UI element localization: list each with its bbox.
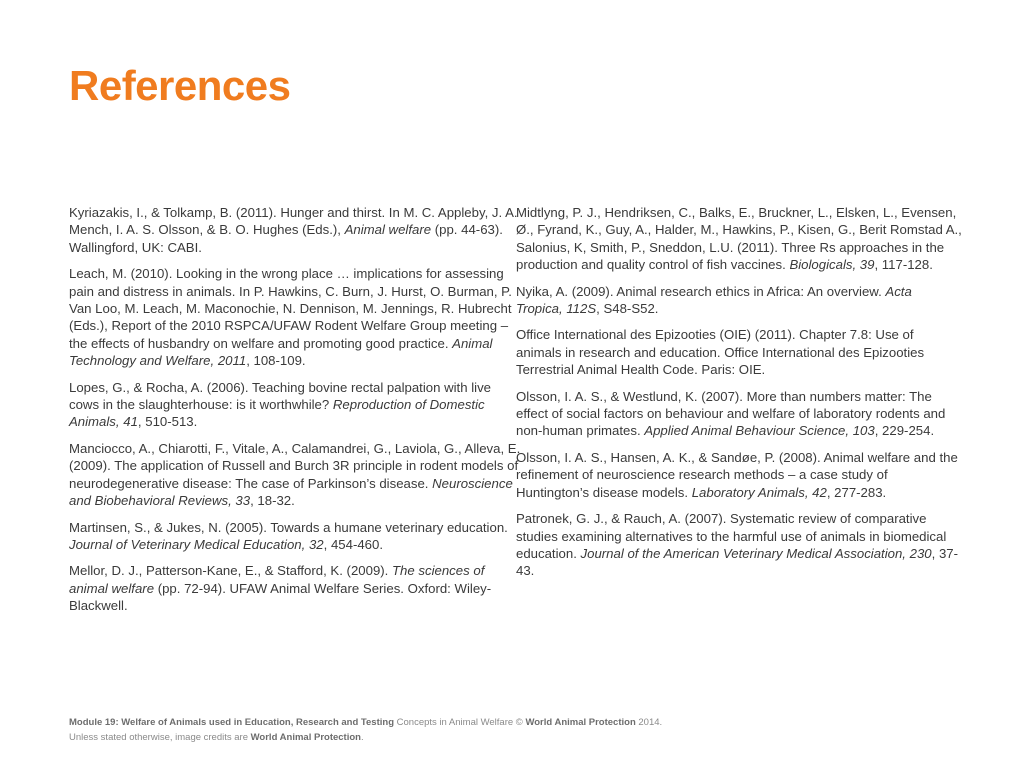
reference-entry: Leach, M. (2010). Looking in the wrong place … implications for assessing pain and distress in animals. In P. Hawkins, C. Burn, J. Hurst, O. Burman, P. Van Loo, M. Leach, M. Maconochie, N. Dennison, M. Jennings, R. Hubrecht (Eds.), Report of the 2010 RSPCA/UFAW Rodent Welfare Group meeting – the effects of husbandry on welfare and promoting good practice. Animal Technology and Welfare, 2011, 108-109. — [69, 266, 512, 369]
reference-entry: Midtlyng, P. J., Hendriksen, C., Balks, E., Bruckner, L., Elsken, L., Evensen, Ø., Fyrand, K., Guy, A., Halder, M., Hawkins, P., Kisen, G., Berit Romstad A., Salonius, K, Smith, P., Sneddon, L.U. (2011). Three Rs approaches in the production and quality control of fish vaccines. Biologicals, 39, 117-128. — [516, 205, 962, 273]
footer — [69, 715, 662, 745]
reference-entry: Manciocco, A., Chiarotti, F., Vitale, A., Calamandrei, G., Laviola, G., Alleva, E. (2009). The application of Russell and Burch 3R principle in rodent models of neurodegenerative disease: The case of Parkinson’s disease. Neuroscience and Biobehavioral Reviews, 33, 18-32. — [69, 440, 521, 509]
reference-entry: Mellor, D. J., Patterson-Kane, E., & Stafford, K. (2009). The sciences of animal welfare (pp. 72-94). UFAW Animal Welfare Series. Oxford: Wiley-Blackwell. — [69, 563, 492, 614]
reference-entry: Lopes, G., & Rocha, A. (2006). Teaching bovine rectal palpation with live cows in the slaughterhouse: is it worthwhile? Reproduction of Domestic Animals, 41, 510-513. — [69, 379, 492, 430]
references-right-column — [516, 204, 962, 589]
reference-entry: Martinsen, S., & Jukes, N. (2005). Towards a humane veterinary education. Journal of Veterinary Medical Education, 32, 454-460. — [69, 519, 508, 552]
reference-entry: Kyriazakis, I., & Tolkamp, B. (2011). Hunger and thirst. In M. C. Appleby, J. A. Mench, I. A. S. Olsson, & B. O. Hughes (Eds.), Animal welfare (pp. 44-63). Wallingford, UK: CABI. — [69, 205, 518, 255]
references-left-column — [69, 204, 521, 624]
reference-entry: Nyika, A. (2009). Animal research ethics in Africa: An overview. Acta Tropica, 112S, S48-S52. — [516, 283, 912, 317]
footer-credits-line: Unless stated otherwise, image credits are World Animal Protection. — [69, 732, 364, 743]
reference-entry: Office International des Epizooties (OIE) (2011). Chapter 7.8: Use of animals in research and education. Office International des Epizooties Terrestrial Animal Health Code. Paris: OIE. — [516, 327, 925, 378]
reference-entry: Patronek, G. J., & Rauch, A. (2007). Systematic review of comparative studies examining alternatives to the harmful use of animals in biomedical education. Journal of the American Veterinary Medical Association, 230, 37-43. — [516, 511, 959, 579]
reference-entry: Olsson, I. A. S., & Westlund, K. (2007). More than numbers matter: The effect of social factors on behaviour and welfare of laboratory rodents and non-human primates. Applied Animal Behaviour Science, 103, 229-254. — [516, 388, 946, 439]
footer-module-line: Module 19: Welfare of Animals used in Education, Research and Testing Concepts in Animal Welfare © World Animal Protection 2014. — [69, 717, 663, 728]
page-title: References — [69, 62, 291, 109]
reference-entry: Olsson, I. A. S., Hansen, A. K., & Sandøe, P. (2008). Animal welfare and the refinement of neuroscience research methods – a case study of Huntington’s disease models. Laboratory Animals, 42, 277-283. — [516, 449, 958, 500]
